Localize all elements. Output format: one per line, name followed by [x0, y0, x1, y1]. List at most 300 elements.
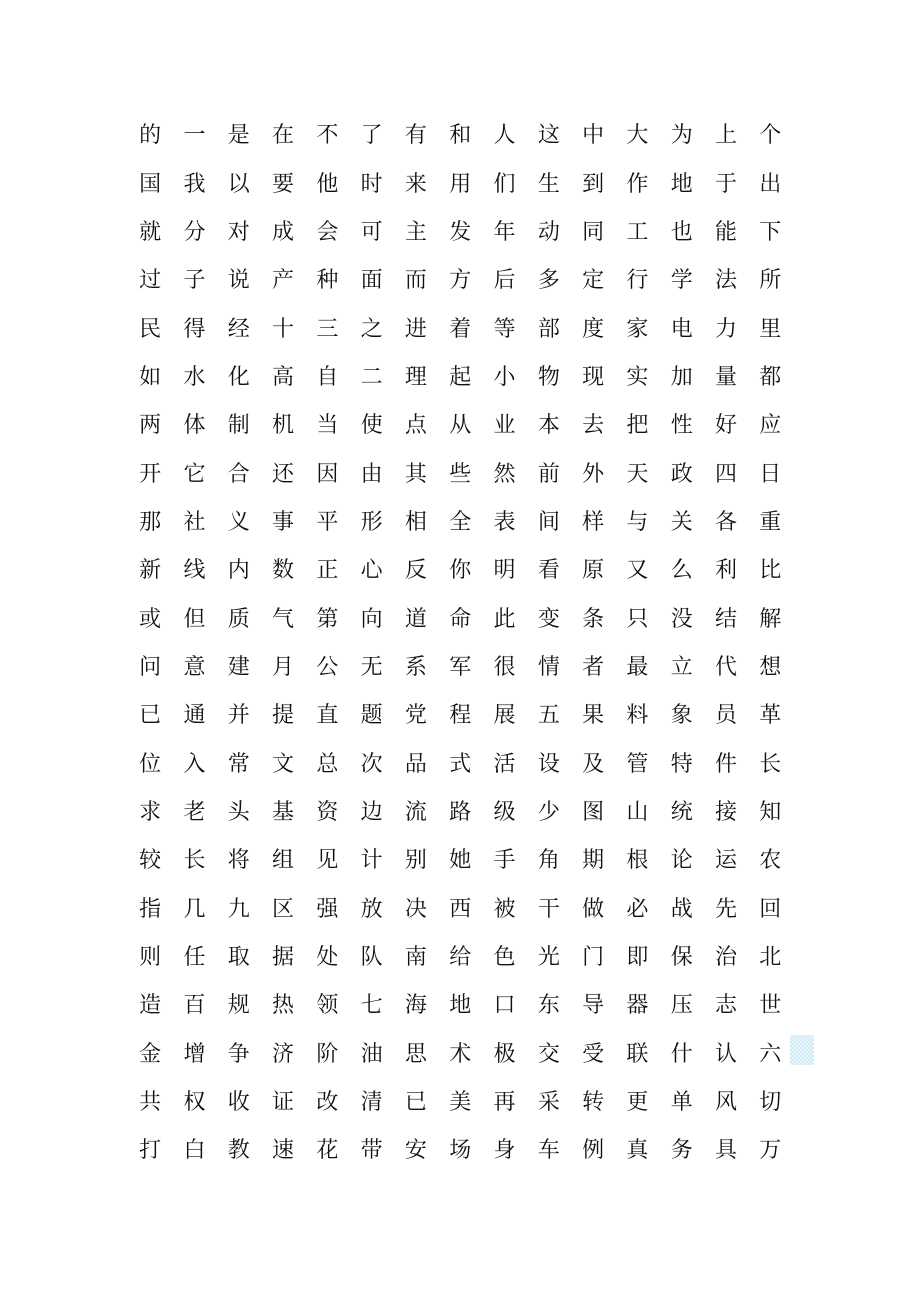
char-cell: 位	[139, 751, 162, 777]
char-cell: 种	[316, 268, 339, 294]
char-cell: 相	[404, 509, 427, 535]
char-cell: 明	[493, 558, 516, 584]
char-cell: 问	[139, 654, 162, 680]
char-cell: 因	[316, 461, 339, 487]
char-cell: 正	[316, 558, 339, 584]
char-cell: 十	[272, 316, 295, 342]
char-cell: 过	[139, 268, 162, 294]
char-cell: 的	[139, 123, 162, 149]
char-cell: 加	[670, 364, 693, 390]
char-cell: 受	[582, 1041, 605, 1067]
char-cell: 收	[227, 1090, 250, 1116]
char-cell: 放	[360, 896, 383, 922]
char-cell: 家	[626, 316, 649, 342]
char-cell: 不	[316, 123, 339, 149]
char-cell: 数	[272, 558, 295, 584]
char-cell: 国	[139, 171, 162, 197]
char-cell: 能	[715, 219, 738, 245]
char-cell: 组	[272, 848, 295, 874]
char-cell: 通	[183, 703, 206, 729]
char-cell: 利	[715, 558, 738, 584]
char-cell: 解	[759, 606, 782, 632]
char-cell: 本	[537, 413, 560, 439]
char-cell: 比	[759, 558, 782, 584]
char-cell: 提	[272, 703, 295, 729]
char-cell: 建	[227, 654, 250, 680]
char-cell: 任	[183, 945, 206, 971]
char-cell: 角	[537, 848, 560, 874]
char-cell: 并	[227, 703, 250, 729]
char-cell: 我	[183, 171, 206, 197]
char-cell: 证	[272, 1090, 295, 1116]
char-cell: 给	[449, 945, 472, 971]
char-cell: 它	[183, 461, 206, 487]
char-cell: 被	[493, 896, 516, 922]
char-cell: 级	[493, 799, 516, 825]
char-cell: 计	[360, 848, 383, 874]
char-cell: 想	[759, 654, 782, 680]
char-cell: 电	[670, 316, 693, 342]
char-cell: 去	[582, 413, 605, 439]
char-cell: 先	[715, 896, 738, 922]
char-cell: 员	[715, 703, 738, 729]
char-cell: 代	[715, 654, 738, 680]
char-cell: 很	[493, 654, 516, 680]
char-cell: 美	[449, 1090, 472, 1116]
char-cell: 少	[537, 799, 560, 825]
char-cell: 她	[449, 848, 472, 874]
char-cell: 带	[360, 1138, 383, 1164]
char-cell: 意	[183, 654, 206, 680]
char-cell: 部	[537, 316, 560, 342]
char-cell: 最	[626, 654, 649, 680]
char-cell: 法	[715, 268, 738, 294]
char-cell: 等	[493, 316, 516, 342]
char-cell: 热	[272, 993, 295, 1019]
char-cell: 四	[715, 461, 738, 487]
char-cell: 度	[582, 316, 605, 342]
char-cell: 领	[316, 993, 339, 1019]
char-cell: 场	[449, 1138, 472, 1164]
char-cell: 北	[759, 945, 782, 971]
char-cell: 起	[449, 364, 472, 390]
char-cell: 济	[272, 1041, 295, 1067]
char-cell: 应	[759, 413, 782, 439]
char-cell: 物	[537, 364, 560, 390]
char-cell: 只	[626, 606, 649, 632]
char-cell: 风	[715, 1090, 738, 1116]
char-cell: 重	[759, 509, 782, 535]
char-cell: 个	[759, 123, 782, 149]
char-cell: 无	[360, 654, 383, 680]
char-cell: 其	[404, 461, 427, 487]
char-cell: 什	[670, 1041, 693, 1067]
char-cell: 六	[759, 1041, 782, 1067]
char-cell: 争	[227, 1041, 250, 1067]
char-cell: 接	[715, 799, 738, 825]
char-cell: 对	[227, 219, 250, 245]
char-cell: 做	[582, 896, 605, 922]
char-cell: 发	[449, 219, 472, 245]
char-cell: 活	[493, 751, 516, 777]
char-cell: 阶	[316, 1041, 339, 1067]
char-cell: 口	[493, 993, 516, 1019]
char-cell: 指	[139, 896, 162, 922]
char-cell: 品	[404, 751, 427, 777]
char-cell: 件	[715, 751, 738, 777]
char-cell: 看	[537, 558, 560, 584]
char-cell: 还	[272, 461, 295, 487]
char-cell: 后	[493, 268, 516, 294]
char-cell: 将	[227, 848, 250, 874]
char-cell: 打	[139, 1138, 162, 1164]
char-cell: 资	[316, 799, 339, 825]
char-cell: 转	[582, 1090, 605, 1116]
char-cell: 立	[670, 654, 693, 680]
char-cell: 具	[715, 1138, 738, 1164]
char-cell: 命	[449, 606, 472, 632]
char-cell: 体	[183, 413, 206, 439]
char-cell: 现	[582, 364, 605, 390]
char-cell: 更	[626, 1090, 649, 1116]
char-cell: 又	[626, 558, 649, 584]
char-cell: 第	[316, 606, 339, 632]
char-cell: 车	[537, 1138, 560, 1164]
char-cell: 器	[626, 993, 649, 1019]
char-cell: 时	[360, 171, 383, 197]
char-cell: 情	[537, 654, 560, 680]
char-cell: 老	[183, 799, 206, 825]
char-cell: 这	[537, 123, 560, 149]
char-cell: 合	[227, 461, 250, 487]
char-cell: 色	[493, 945, 516, 971]
char-cell: 式	[449, 751, 472, 777]
char-cell: 同	[582, 219, 605, 245]
char-cell: 东	[537, 993, 560, 1019]
char-cell: 气	[272, 606, 295, 632]
char-cell: 志	[715, 993, 738, 1019]
char-cell: 民	[139, 316, 162, 342]
char-cell: 务	[670, 1138, 693, 1164]
char-cell: 者	[582, 654, 605, 680]
char-cell: 们	[493, 171, 516, 197]
char-cell: 手	[493, 848, 516, 874]
char-cell: 根	[626, 848, 649, 874]
char-cell: 军	[449, 654, 472, 680]
char-cell: 前	[537, 461, 560, 487]
char-cell: 实	[626, 364, 649, 390]
char-cell: 人	[493, 123, 516, 149]
char-cell: 压	[670, 993, 693, 1019]
char-cell: 统	[670, 799, 693, 825]
char-cell: 党	[404, 703, 427, 729]
char-cell: 规	[227, 993, 250, 1019]
char-cell: 生	[537, 171, 560, 197]
char-cell: 清	[360, 1090, 383, 1116]
char-cell: 就	[139, 219, 162, 245]
char-cell: 新	[139, 558, 162, 584]
char-cell: 两	[139, 413, 162, 439]
char-cell: 则	[139, 945, 162, 971]
char-cell: 到	[582, 171, 605, 197]
char-cell: 全	[449, 509, 472, 535]
char-cell: 一	[183, 123, 206, 149]
char-cell: 里	[759, 316, 782, 342]
char-cell: 反	[404, 558, 427, 584]
char-cell: 身	[493, 1138, 516, 1164]
char-cell: 图	[582, 799, 605, 825]
char-cell: 然	[493, 461, 516, 487]
char-cell: 头	[227, 799, 250, 825]
char-cell: 制	[227, 413, 250, 439]
char-cell: 世	[759, 993, 782, 1019]
char-cell: 七	[360, 993, 383, 1019]
char-cell: 着	[449, 316, 472, 342]
char-cell: 别	[404, 848, 427, 874]
char-cell: 期	[582, 848, 605, 874]
char-cell: 月	[272, 654, 295, 680]
char-cell: 大	[626, 123, 649, 149]
char-cell: 设	[537, 751, 560, 777]
char-cell: 极	[493, 1041, 516, 1067]
char-cell: 道	[404, 606, 427, 632]
char-cell: 多	[537, 268, 560, 294]
char-cell: 机	[272, 413, 295, 439]
char-cell: 此	[493, 606, 516, 632]
char-cell: 么	[670, 558, 693, 584]
selection-highlight	[790, 1035, 814, 1065]
char-cell: 量	[715, 364, 738, 390]
char-cell: 已	[139, 703, 162, 729]
char-cell: 于	[715, 171, 738, 197]
char-cell: 速	[272, 1138, 295, 1164]
char-cell: 方	[449, 268, 472, 294]
char-cell: 花	[316, 1138, 339, 1164]
char-cell: 入	[183, 751, 206, 777]
char-cell: 水	[183, 364, 206, 390]
char-cell: 在	[272, 123, 295, 149]
char-cell: 基	[272, 799, 295, 825]
char-cell: 切	[759, 1090, 782, 1116]
char-cell: 点	[404, 413, 427, 439]
char-cell: 会	[316, 219, 339, 245]
char-cell: 万	[759, 1138, 782, 1164]
char-cell: 次	[360, 751, 383, 777]
char-cell: 自	[316, 364, 339, 390]
char-cell: 常	[227, 751, 250, 777]
char-cell: 条	[582, 606, 605, 632]
char-cell: 五	[537, 703, 560, 729]
char-cell: 路	[449, 799, 472, 825]
char-cell: 二	[360, 364, 383, 390]
char-cell: 真	[626, 1138, 649, 1164]
char-cell: 间	[537, 509, 560, 535]
char-cell: 见	[316, 848, 339, 874]
char-cell: 论	[670, 848, 693, 874]
char-cell: 变	[537, 606, 560, 632]
char-cell: 了	[360, 123, 383, 149]
char-cell: 他	[316, 171, 339, 197]
char-cell: 或	[139, 606, 162, 632]
char-cell: 和	[449, 123, 472, 149]
char-cell: 区	[272, 896, 295, 922]
char-cell: 队	[360, 945, 383, 971]
char-cell: 干	[537, 896, 560, 922]
char-cell: 经	[227, 316, 250, 342]
char-cell: 南	[404, 945, 427, 971]
char-cell: 特	[670, 751, 693, 777]
char-cell: 九	[227, 896, 250, 922]
char-cell: 行	[626, 268, 649, 294]
char-cell: 没	[670, 606, 693, 632]
char-cell: 说	[227, 268, 250, 294]
char-cell: 文	[272, 751, 295, 777]
char-cell: 政	[670, 461, 693, 487]
char-cell: 象	[670, 703, 693, 729]
char-cell: 你	[449, 558, 472, 584]
char-cell: 金	[139, 1041, 162, 1067]
char-cell: 从	[449, 413, 472, 439]
char-cell: 门	[582, 945, 605, 971]
char-cell: 进	[404, 316, 427, 342]
char-cell: 天	[626, 461, 649, 487]
char-cell: 强	[316, 896, 339, 922]
char-cell: 教	[227, 1138, 250, 1164]
char-cell: 力	[715, 316, 738, 342]
char-cell: 三	[316, 316, 339, 342]
char-cell: 长	[759, 751, 782, 777]
char-cell: 出	[759, 171, 782, 197]
char-cell: 革	[759, 703, 782, 729]
char-cell: 内	[227, 558, 250, 584]
char-cell: 开	[139, 461, 162, 487]
char-cell: 果	[582, 703, 605, 729]
char-cell: 小	[493, 364, 516, 390]
char-cell: 地	[670, 171, 693, 197]
char-cell: 关	[670, 509, 693, 535]
char-cell: 定	[582, 268, 605, 294]
char-cell: 题	[360, 703, 383, 729]
char-cell: 农	[759, 848, 782, 874]
char-cell: 再	[493, 1090, 516, 1116]
char-cell: 使	[360, 413, 383, 439]
char-cell: 动	[537, 219, 560, 245]
char-cell: 平	[316, 509, 339, 535]
char-cell: 决	[404, 896, 427, 922]
char-cell: 系	[404, 654, 427, 680]
char-cell: 求	[139, 799, 162, 825]
char-cell: 必	[626, 896, 649, 922]
char-cell: 较	[139, 848, 162, 874]
char-cell: 处	[316, 945, 339, 971]
char-cell: 原	[582, 558, 605, 584]
char-cell: 质	[227, 606, 250, 632]
char-cell: 管	[626, 751, 649, 777]
char-cell: 导	[582, 993, 605, 1019]
char-cell: 而	[404, 268, 427, 294]
char-cell: 流	[404, 799, 427, 825]
char-cell: 产	[272, 268, 295, 294]
char-cell: 为	[670, 123, 693, 149]
char-cell: 有	[404, 123, 427, 149]
char-cell: 外	[582, 461, 605, 487]
char-cell: 向	[360, 606, 383, 632]
char-cell: 思	[404, 1041, 427, 1067]
char-cell: 交	[537, 1041, 560, 1067]
char-cell: 学	[670, 268, 693, 294]
char-cell: 例	[582, 1138, 605, 1164]
char-cell: 据	[272, 945, 295, 971]
char-cell: 所	[759, 268, 782, 294]
char-cell: 战	[670, 896, 693, 922]
char-cell: 用	[449, 171, 472, 197]
char-cell: 海	[404, 993, 427, 1019]
char-cell: 都	[759, 364, 782, 390]
char-cell: 边	[360, 799, 383, 825]
char-cell: 及	[582, 751, 605, 777]
char-cell: 义	[227, 509, 250, 535]
char-cell: 子	[183, 268, 206, 294]
char-cell: 认	[715, 1041, 738, 1067]
char-cell: 当	[316, 413, 339, 439]
char-cell: 可	[360, 219, 383, 245]
char-cell: 来	[404, 171, 427, 197]
char-cell: 那	[139, 509, 162, 535]
char-cell: 工	[626, 219, 649, 245]
char-cell: 成	[272, 219, 295, 245]
char-cell: 安	[404, 1138, 427, 1164]
char-cell: 权	[183, 1090, 206, 1116]
char-cell: 各	[715, 509, 738, 535]
char-cell: 表	[493, 509, 516, 535]
char-cell: 心	[360, 558, 383, 584]
char-cell: 理	[404, 364, 427, 390]
char-cell: 得	[183, 316, 206, 342]
char-cell: 采	[537, 1090, 560, 1116]
char-cell: 分	[183, 219, 206, 245]
char-cell: 事	[272, 509, 295, 535]
char-cell: 下	[759, 219, 782, 245]
char-cell: 高	[272, 364, 295, 390]
char-cell: 要	[272, 171, 295, 197]
char-cell: 把	[626, 413, 649, 439]
char-cell: 几	[183, 896, 206, 922]
char-cell: 展	[493, 703, 516, 729]
char-cell: 日	[759, 461, 782, 487]
char-cell: 业	[493, 413, 516, 439]
char-cell: 主	[404, 219, 427, 245]
char-cell: 是	[227, 123, 250, 149]
char-cell: 也	[670, 219, 693, 245]
char-cell: 地	[449, 993, 472, 1019]
char-cell: 化	[227, 364, 250, 390]
char-cell: 百	[183, 993, 206, 1019]
char-cell: 西	[449, 896, 472, 922]
char-cell: 样	[582, 509, 605, 535]
char-cell: 由	[360, 461, 383, 487]
char-cell: 长	[183, 848, 206, 874]
char-cell: 形	[360, 509, 383, 535]
char-cell: 公	[316, 654, 339, 680]
char-cell: 单	[670, 1090, 693, 1116]
char-cell: 治	[715, 945, 738, 971]
char-cell: 已	[404, 1090, 427, 1116]
char-cell: 面	[360, 268, 383, 294]
char-cell: 光	[537, 945, 560, 971]
char-cell: 知	[759, 799, 782, 825]
char-cell: 如	[139, 364, 162, 390]
char-cell: 与	[626, 509, 649, 535]
